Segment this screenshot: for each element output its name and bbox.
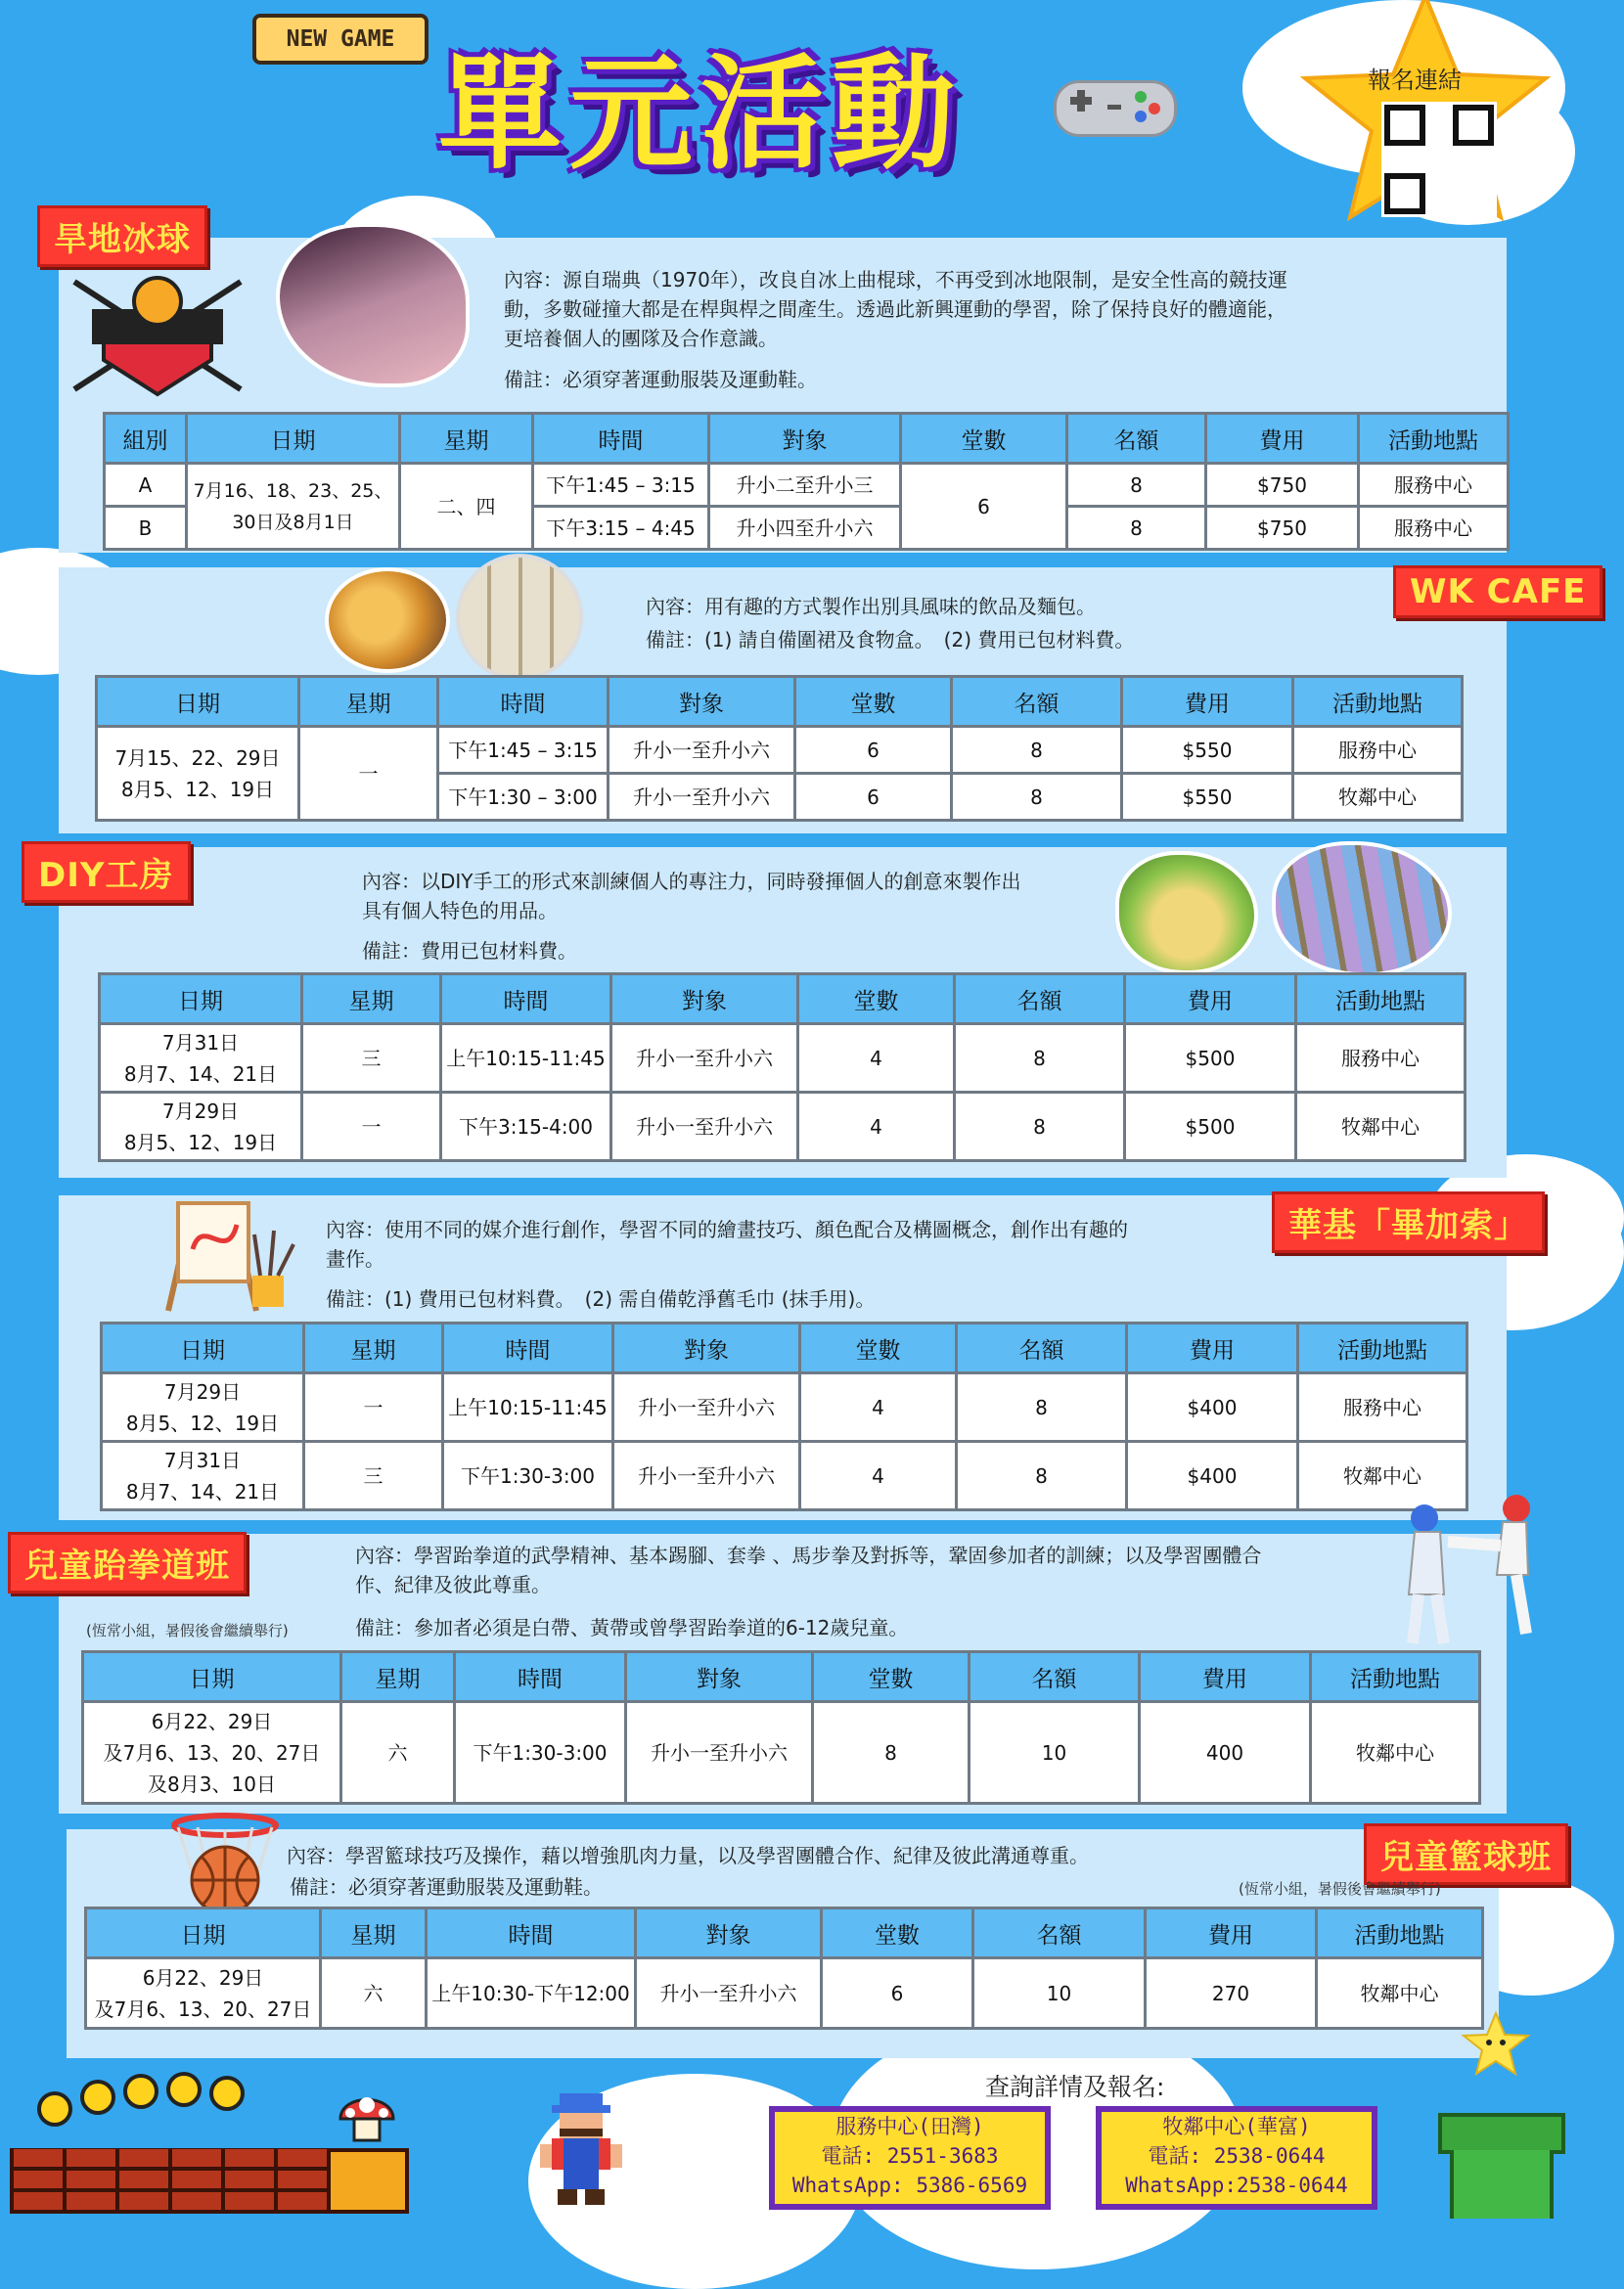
cell-date: 7月29日 8月5、12、19日 — [100, 1093, 302, 1161]
col-header: 費用 — [1122, 677, 1293, 727]
cell-target: 升小二至升小三 — [709, 464, 901, 507]
center-phone[interactable]: 電話: 2538-0644 — [1148, 2144, 1326, 2168]
cell-day: 三 — [302, 1024, 441, 1093]
col-header: 堂數 — [901, 414, 1067, 464]
question-block — [327, 2148, 409, 2214]
cell-time: 下午1:30-3:00 — [443, 1442, 613, 1510]
col-header: 星期 — [341, 1652, 455, 1702]
cell-sessions: 6 — [795, 774, 952, 821]
cell-group: A — [105, 464, 187, 507]
cell-venue: 服務中心 — [1359, 464, 1509, 507]
cell-fee: $550 — [1122, 774, 1293, 821]
cell-sessions: 6 — [795, 727, 952, 774]
cell-target: 升小一至升小六 — [613, 1373, 800, 1442]
col-header: 日期 — [97, 677, 299, 727]
cell-venue: 牧鄰中心 — [1311, 1702, 1480, 1804]
art-table — [100, 1322, 1468, 1511]
cell-time: 上午10:15-11:45 — [441, 1024, 611, 1093]
cell-fee: $550 — [1122, 727, 1293, 774]
cell-fee: $400 — [1127, 1442, 1298, 1510]
cell-target: 升小一至升小六 — [609, 727, 795, 774]
coin-icon — [209, 2076, 245, 2111]
cell-venue: 服務中心 — [1359, 507, 1509, 550]
cell-time: 下午1:45 – 3:15 — [438, 727, 609, 774]
taekwondo-tag: 兒童跆拳道班 — [8, 1532, 247, 1593]
coin-icon — [37, 2091, 72, 2127]
coin-row — [37, 2072, 272, 2121]
cell-fee: $750 — [1206, 507, 1359, 550]
table-row — [100, 1093, 1466, 1161]
diy-note: 備註：費用已包材料費。 — [362, 939, 577, 963]
cell-group: B — [105, 507, 187, 550]
cell-quota: 8 — [955, 1024, 1125, 1093]
col-header: 堂數 — [795, 677, 952, 727]
pixel-man-icon — [536, 2093, 626, 2209]
col-header: 堂數 — [798, 974, 955, 1024]
col-header: 費用 — [1140, 1652, 1311, 1702]
art-content: 內容：使用不同的媒介進行創作，學習不同的繪畫技巧、顏色配合及構圖概念，創作出有趣的畫作。 — [326, 1218, 1128, 1271]
cell-sessions: 6 — [901, 464, 1067, 550]
coin-icon — [166, 2072, 202, 2107]
cell-date: 7月29日 8月5、12、19日 — [102, 1373, 304, 1442]
col-header: 星期 — [321, 1908, 427, 1958]
cell-target: 升小一至升小六 — [609, 774, 795, 821]
game-controller-icon — [1054, 80, 1177, 137]
cell-venue: 服務中心 — [1298, 1373, 1467, 1442]
cell-target: 升小四至升小六 — [709, 507, 901, 550]
col-header: 名額 — [970, 1652, 1140, 1702]
mushroom-icon — [337, 2086, 397, 2144]
cell-fee: 400 — [1140, 1702, 1311, 1804]
cell-venue: 牧鄰中心 — [1293, 774, 1463, 821]
col-header: 日期 — [83, 1652, 341, 1702]
cell-quota: 10 — [973, 1958, 1146, 2029]
col-header: 星期 — [304, 1324, 443, 1373]
cell-date: 7月15、22、29日 8月5、12、19日 — [97, 727, 299, 821]
col-header: 日期 — [102, 1324, 304, 1373]
center-whatsapp[interactable]: WhatsApp:2538-0644 — [1125, 2174, 1348, 2197]
col-header: 星期 — [302, 974, 441, 1024]
floorball-table — [103, 412, 1510, 551]
contact-card-service-center — [769, 2106, 1051, 2210]
cell-day: 六 — [321, 1958, 427, 2029]
col-header: 費用 — [1125, 974, 1296, 1024]
col-header: 堂數 — [800, 1324, 957, 1373]
col-header: 活動地點 — [1296, 974, 1466, 1024]
cell-target: 升小一至升小六 — [611, 1024, 798, 1093]
new-game-badge: NEW GAME — [252, 14, 429, 65]
cell-time: 下午1:45 – 3:15 — [533, 464, 709, 507]
contact-card-pastoral-center — [1096, 2106, 1377, 2210]
cell-fee: 270 — [1146, 1958, 1317, 2029]
cell-venue: 服務中心 — [1296, 1024, 1466, 1093]
coin-icon — [123, 2074, 158, 2109]
col-header: 活動地點 — [1317, 1908, 1483, 1958]
col-header: 活動地點 — [1293, 677, 1463, 727]
coin-icon — [80, 2080, 115, 2115]
diy-content: 內容：以DIY手工的形式來訓練個人的專注力，同時發揮個人的創意來製作出具有個人特色的用品。 — [362, 870, 1021, 922]
col-header: 活動地點 — [1311, 1652, 1480, 1702]
floorball-content: 內容：源自瑞典（1970年），改良自冰上曲棍球，不再受到冰地限制，是安全性高的競技運動，多數碰撞大都是在桿與桿之間產生。透過此新興運動的學習，除了保持良好的體適能，更培養個人的團隊及合作意識。 — [504, 268, 1287, 350]
cell-quota: 8 — [957, 1373, 1127, 1442]
col-header: 對象 — [626, 1652, 813, 1702]
center-name: 牧鄰中心(華富) — [1162, 2115, 1311, 2138]
table-header-row — [97, 677, 1463, 727]
cell-date: 6月22、29日 及7月6、13、20、27日 — [86, 1958, 321, 2029]
cell-quota: 8 — [957, 1442, 1127, 1510]
col-header: 時間 — [438, 677, 609, 727]
craft-photo — [1115, 851, 1258, 974]
cell-quota: 8 — [955, 1093, 1125, 1161]
cell-sessions: 4 — [798, 1093, 955, 1161]
col-header: 堂數 — [822, 1908, 973, 1958]
cell-time: 上午10:15-11:45 — [443, 1373, 613, 1442]
cell-sessions: 4 — [798, 1024, 955, 1093]
cafe-tag: WK CAFE — [1393, 565, 1602, 618]
cell-target: 升小一至升小六 — [636, 1958, 822, 2029]
col-header: 堂數 — [813, 1652, 970, 1702]
pipe-icon — [1438, 2113, 1565, 2214]
taekwondo-note: 備註：參加者必須是白帶、黃帶或曾學習跆拳道的6-12歲兒童。 — [355, 1616, 909, 1639]
cafe-table — [95, 675, 1464, 822]
cell-quota: 8 — [1067, 464, 1206, 507]
cell-quota: 8 — [1067, 507, 1206, 550]
col-header: 日期 — [100, 974, 302, 1024]
cell-time: 下午3:15-4:00 — [441, 1093, 611, 1161]
col-header: 名額 — [1067, 414, 1206, 464]
taekwondo-icon — [1379, 1487, 1546, 1653]
taekwondo-table — [81, 1650, 1481, 1805]
col-header: 時間 — [533, 414, 709, 464]
cell-quota: 10 — [970, 1702, 1140, 1804]
floorball-tag: 旱地冰球 — [37, 205, 207, 267]
basketball-content: 內容：學習籃球技巧及操作，藉以增強肌肉力量，以及學習團體合作、紀律及彼此溝通尊重。 — [287, 1844, 1089, 1867]
basketball-tag: 兒童籃球班 — [1364, 1823, 1568, 1885]
col-header: 時間 — [441, 974, 611, 1024]
cell-quota: 8 — [952, 774, 1122, 821]
cell-date: 7月31日 8月7、14、21日 — [100, 1024, 302, 1093]
cell-fee: $750 — [1206, 464, 1359, 507]
table-row — [105, 464, 1509, 507]
cell-venue: 牧鄰中心 — [1296, 1093, 1466, 1161]
cell-target: 升小一至升小六 — [613, 1442, 800, 1510]
diy-tag: DIY工房 — [22, 841, 191, 903]
cell-target: 升小一至升小六 — [626, 1702, 813, 1804]
cell-fee: $400 — [1127, 1373, 1298, 1442]
diy-table — [98, 972, 1466, 1162]
col-header: 時間 — [455, 1652, 626, 1702]
cell-time: 下午3:15 – 4:45 — [533, 507, 709, 550]
basketball-remark: (恆常小組，暑假後會繼續舉行) — [1239, 1880, 1441, 1898]
cell-time: 下午1:30-3:00 — [455, 1702, 626, 1804]
col-header: 活動地點 — [1359, 414, 1509, 464]
page-title: 單元活動 — [438, 42, 963, 186]
col-header: 對象 — [636, 1908, 822, 1958]
cell-date: 7月31日 8月7、14、21日 — [102, 1442, 304, 1510]
center-phone[interactable]: 電話: 2551-3683 — [821, 2144, 999, 2168]
brick-icon — [10, 2148, 327, 2214]
cell-target: 升小一至升小六 — [611, 1093, 798, 1161]
col-header: 費用 — [1146, 1908, 1317, 1958]
table-row — [102, 1373, 1467, 1442]
cell-venue: 牧鄰中心 — [1298, 1442, 1467, 1510]
col-header: 組別 — [105, 414, 187, 464]
cell-date: 7月16、18、23、25、30日及8月1日 — [187, 464, 400, 550]
table-header-row — [105, 414, 1509, 464]
cell-fee: $500 — [1125, 1093, 1296, 1161]
footer-title: 查詢詳情及報名: — [985, 2073, 1165, 2101]
cell-time: 上午10:30-下午12:00 — [427, 1958, 636, 2029]
col-header: 費用 — [1127, 1324, 1298, 1373]
floorball-logo-icon — [65, 262, 250, 399]
table-header-row — [102, 1324, 1467, 1373]
cell-venue: 服務中心 — [1293, 727, 1463, 774]
taekwondo-remark: (恆常小組，暑假後會繼續舉行) — [86, 1622, 289, 1639]
floorball-note: 備註：必須穿著運動服裝及運動鞋。 — [504, 368, 817, 391]
col-header: 日期 — [187, 414, 400, 464]
art-note: 備註：(1) 費用已包材料費。 (2) 需自備乾淨舊毛巾 (抹手用)。 — [326, 1287, 876, 1311]
col-header: 活動地點 — [1298, 1324, 1467, 1373]
col-header: 日期 — [86, 1908, 321, 1958]
easel-icon — [158, 1195, 305, 1313]
table-row — [86, 1958, 1483, 2029]
col-header: 名額 — [973, 1908, 1146, 1958]
col-header: 費用 — [1206, 414, 1359, 464]
qr-label: 報名連結 — [1368, 67, 1462, 94]
basketball-table — [84, 1907, 1484, 2030]
table-row — [100, 1024, 1466, 1093]
table-row — [83, 1702, 1480, 1804]
col-header: 對象 — [613, 1324, 800, 1373]
cell-sessions: 6 — [822, 1958, 973, 2029]
taekwondo-content: 內容：學習跆拳道的武學精神、基本踢腳、套拳 、馬步拳及對拆等，鞏固參加者的訓練；以及學習團體合作、紀律及彼此尊重。 — [355, 1544, 1262, 1596]
col-header: 名額 — [955, 974, 1125, 1024]
cell-sessions: 8 — [813, 1702, 970, 1804]
cell-day: 六 — [341, 1702, 455, 1804]
drink-photo — [325, 567, 450, 673]
basketball-note: 備註：必須穿著運動服裝及運動鞋。 — [290, 1875, 603, 1899]
cell-date: 6月22、29日 及7月6、13、20、27日 及8月3、10日 — [83, 1702, 341, 1804]
bread-photo — [456, 554, 583, 681]
cafe-note: 備註：(1) 請自備圍裙及食物盒。 (2) 費用已包材料費。 — [646, 628, 1135, 651]
table-header-row — [86, 1908, 1483, 1958]
center-whatsapp[interactable]: WhatsApp: 5386-6569 — [791, 2174, 1028, 2197]
cell-day: 二、四 — [400, 464, 533, 550]
cell-day: 一 — [302, 1093, 441, 1161]
cell-venue: 牧鄰中心 — [1317, 1958, 1483, 2029]
col-header: 名額 — [957, 1324, 1127, 1373]
table-header-row — [100, 974, 1466, 1024]
cell-quota: 8 — [952, 727, 1122, 774]
art-tag: 華基「畢加索」 — [1272, 1191, 1545, 1253]
cafe-content: 內容：用有趣的方式製作出別具風味的飲品及麵包。 — [646, 595, 1096, 618]
cell-day: 三 — [304, 1442, 443, 1510]
small-star-icon — [1462, 2011, 1530, 2076]
col-header: 對象 — [609, 677, 795, 727]
table-header-row — [83, 1652, 1480, 1702]
center-name: 服務中心(田灣) — [835, 2115, 984, 2138]
cell-sessions: 4 — [800, 1442, 957, 1510]
cell-fee: $500 — [1125, 1024, 1296, 1093]
qr-code-icon[interactable] — [1381, 102, 1497, 217]
col-header: 星期 — [400, 414, 533, 464]
cell-time: 下午1:30 – 3:00 — [438, 774, 609, 821]
col-header: 時間 — [443, 1324, 613, 1373]
col-header: 時間 — [427, 1908, 636, 1958]
table-row — [97, 727, 1463, 774]
cell-day: 一 — [304, 1373, 443, 1442]
col-header: 星期 — [299, 677, 438, 727]
table-row — [102, 1442, 1467, 1510]
cell-sessions: 4 — [800, 1373, 957, 1442]
col-header: 名額 — [952, 677, 1122, 727]
col-header: 對象 — [709, 414, 901, 464]
col-header: 對象 — [611, 974, 798, 1024]
cell-day: 一 — [299, 727, 438, 821]
